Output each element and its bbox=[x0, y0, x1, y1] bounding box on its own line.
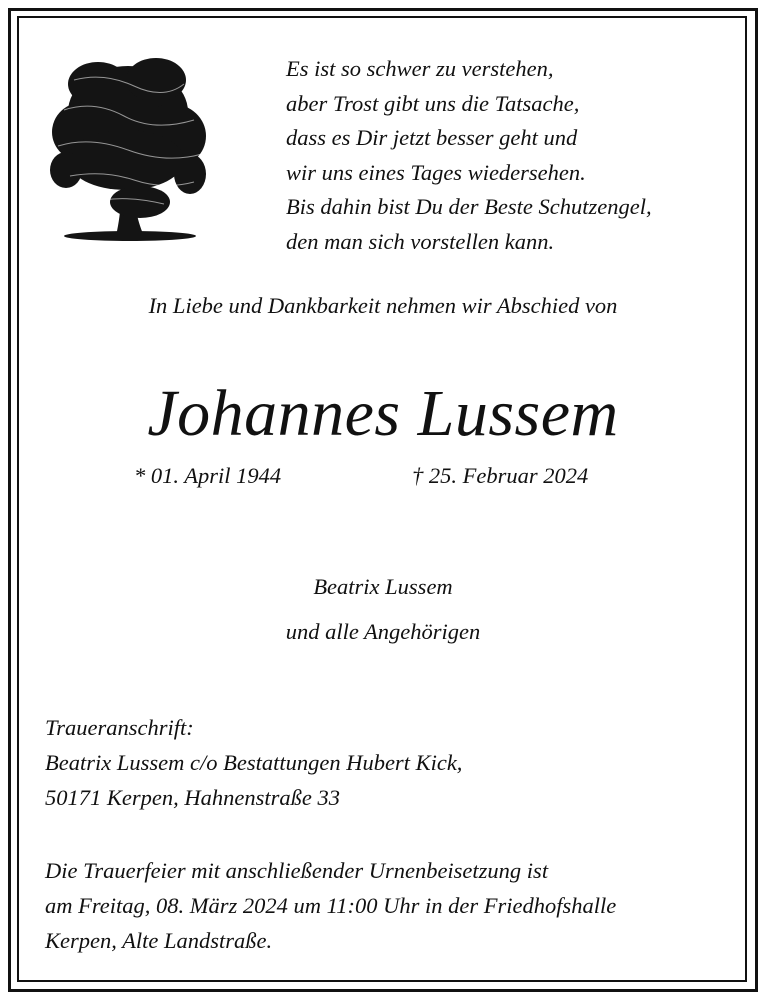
address-line: Traueranschrift: bbox=[45, 715, 194, 740]
ceremony-line: am Freitag, 08. März 2024 um 11:00 Uhr in der Friedhofshalle bbox=[45, 893, 617, 918]
poem-line: aber Trost gibt uns die Tatsache, bbox=[286, 90, 580, 116]
poem-line: wir uns eines Tages wiedersehen. bbox=[286, 159, 586, 185]
birth-date: * 01. April 1944 bbox=[134, 463, 282, 488]
poem bbox=[286, 52, 736, 259]
poem-line: Es ist so schwer zu verstehen, bbox=[286, 56, 554, 81]
mourners bbox=[0, 564, 766, 654]
ceremony-line: Die Trauerfeier mit anschließender Urnenbeisetzung ist bbox=[45, 858, 549, 883]
deceased-name: Johannes Lussem bbox=[147, 377, 619, 450]
death-date: † 25. Februar 2024 bbox=[412, 463, 589, 488]
address-line: Beatrix Lussem c/o Bestattungen Hubert Kick, bbox=[45, 750, 463, 775]
poem-line: dass es Dir jetzt besser geht und bbox=[286, 125, 578, 150]
mourner-line: und alle Angehörigen bbox=[285, 619, 481, 644]
intro-text: In Liebe und Dankbarkeit nehmen wir Abschied von bbox=[148, 293, 618, 318]
mourner-line: Beatrix Lussem bbox=[313, 574, 453, 599]
ceremony-line: Kerpen, Alte Landstraße. bbox=[45, 928, 273, 953]
address-line: 50171 Kerpen, Hahnenstraße 33 bbox=[45, 785, 340, 810]
mourning-address bbox=[45, 710, 462, 815]
tree-icon bbox=[44, 50, 212, 246]
ceremony-info bbox=[45, 853, 616, 958]
poem-line: den man sich vorstellen kann. bbox=[286, 228, 555, 254]
poem-line: Bis dahin bist Du der Beste Schutzengel, bbox=[286, 194, 652, 219]
